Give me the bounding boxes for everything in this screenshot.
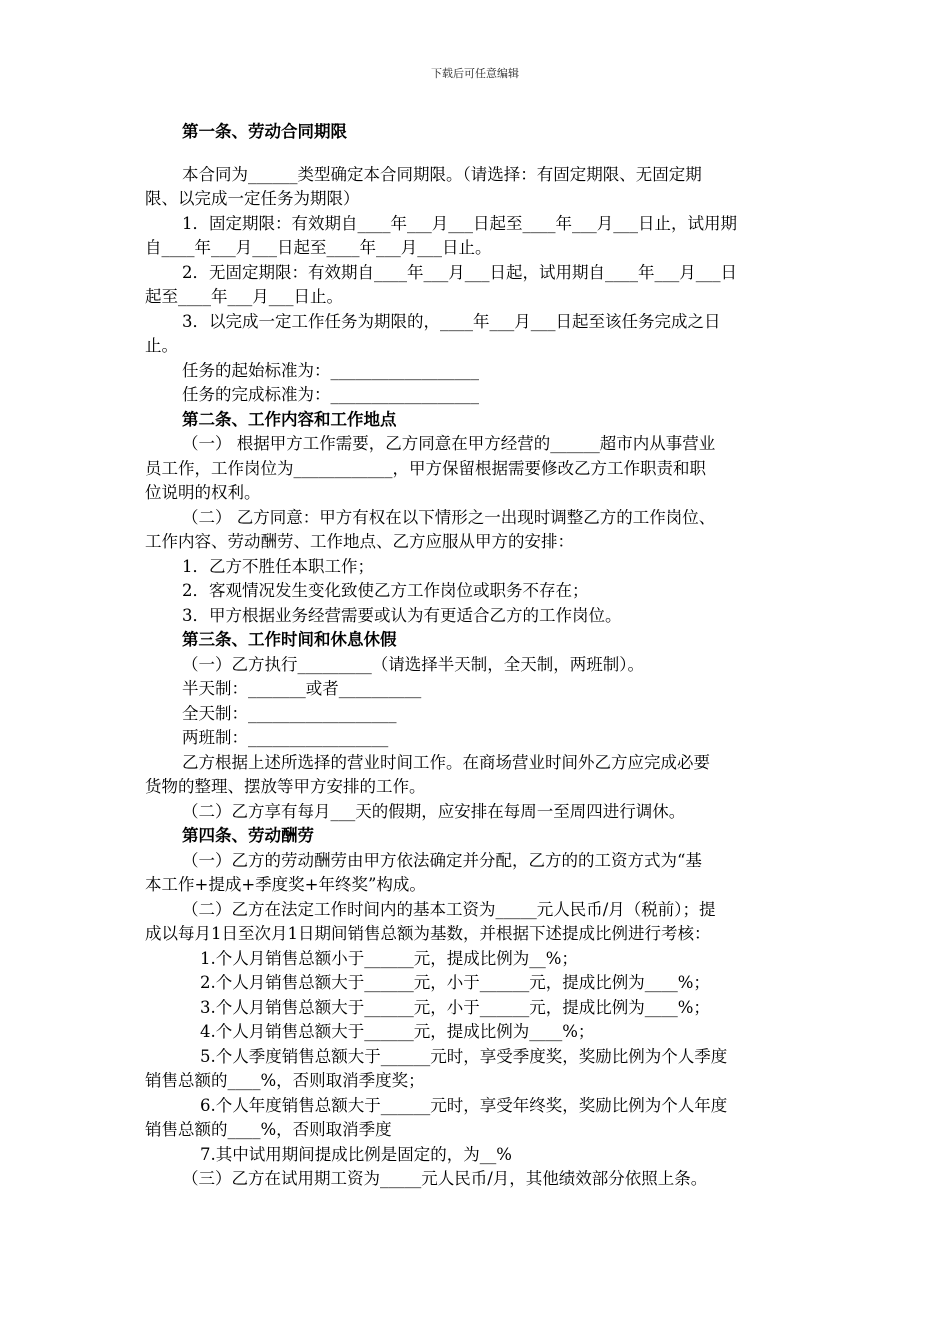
contract-body xyxy=(145,120,807,1192)
paragraph-line: 1.个人月销售总额小于______元，提成比例为__%； xyxy=(200,948,578,968)
paragraph-line: （二）乙方享有每月___天的假期，应安排在每周一至周四进行调休。 xyxy=(182,801,686,821)
paragraph-line: 全天制：__________________ xyxy=(182,703,397,723)
paragraph-line: 任务的起始标准为：__________________ xyxy=(182,360,479,380)
section-heading: 第一条、劳动合同期限 xyxy=(182,122,347,141)
paragraph-line: 3．以完成一定工作任务为期限的，____年___月___日起至该任务完成之日 xyxy=(182,311,721,331)
paragraph-line: 1．固定期限：有效期自____年___月___日起至____年___月___日止，试用期 xyxy=(182,213,737,233)
section-heading: 第四条、劳动酬劳 xyxy=(182,826,314,845)
paragraph-line: 两班制：_________________ xyxy=(182,728,389,747)
section-heading: 第三条、工作时间和休息休假 xyxy=(182,630,397,649)
paragraph-line: 4.个人月销售总额大于______元，提成比例为____%； xyxy=(200,1022,595,1041)
paragraph-line: 6.个人年度销售总额大于______元时，享受年终奖，奖励比例为个人年度 xyxy=(200,1095,728,1115)
paragraph-line: 半天制：_______或者__________ xyxy=(182,679,422,698)
paragraph-line: （三）乙方在试用期工资为_____元人民币/月，其他绩效部分依照上条。 xyxy=(182,1169,708,1188)
paragraph-line: 乙方根据上述所选择的营业时间工作。在商场营业时间外乙方应完成必要 xyxy=(182,752,710,772)
paragraph-line: 货物的整理、摆放等甲方安排的工作。 xyxy=(145,777,426,796)
paragraph-line: （一）乙方执行_________（请选择半天制，全天制，两班制）。 xyxy=(182,654,644,674)
paragraph-line: 2．客观情况发生变化致使乙方工作岗位或职务不存在； xyxy=(182,581,589,600)
paragraph-line: 限、以完成一定任务为期限） xyxy=(145,189,360,208)
paragraph-line: （二） 乙方同意：甲方有权在以下情形之一出现时调整乙方的工作岗位、 xyxy=(182,507,716,527)
paragraph-line: 销售总额的____%，否则取消季度 xyxy=(145,1120,392,1139)
paragraph-line: （一）乙方的劳动酬劳由甲方依法确定并分配，乙方的的工资方式为“基 xyxy=(182,850,702,870)
section-heading: 第二条、工作内容和工作地点 xyxy=(182,409,397,429)
paragraph-line: 止。 xyxy=(145,336,178,355)
paragraph-line: 7.其中试用期间提成比例是固定的，为__% xyxy=(200,1144,512,1164)
paragraph-line: （二）乙方在法定工作时间内的基本工资为_____元人民币/月（税前）；提 xyxy=(182,899,716,919)
paragraph-line: 起至____年___月___日止。 xyxy=(145,287,343,306)
paragraph-line: 5.个人季度销售总额大于______元时，享受季度奖，奖励比例为个人季度 xyxy=(200,1046,728,1066)
paragraph-line: 位说明的权利。 xyxy=(145,483,261,502)
paragraph-line: 2.个人月销售总额大于______元，小于______元，提成比例为____%； xyxy=(200,973,710,992)
paragraph-line: 2．无固定期限：有效期自____年___月___日起，试用期自____年___月___日 xyxy=(182,262,737,282)
paragraph-line: 自____年___月___日起至____年___月___日止。 xyxy=(145,238,492,257)
paragraph-line: 1．乙方不胜任本职工作； xyxy=(182,556,374,576)
paragraph-line: （一） 根据甲方工作需要，乙方同意在甲方经营的______超市内从事营业 xyxy=(182,434,716,453)
paragraph-line: 本合同为______类型确定本合同期限。（请选择：有固定期限、无固定期 xyxy=(182,164,702,184)
paragraph-line: 工作内容、劳动酬劳、工作地点、乙方应服从甲方的安排： xyxy=(145,532,574,551)
page-header: 下载后可任意编辑 xyxy=(431,67,519,80)
paragraph-line: 成以每月1日至次月1日期间销售总额为基数，并根据下述提成比例进行考核： xyxy=(145,924,711,943)
paragraph-line: 员工作，工作岗位为____________，甲方保留根据需要修改乙方工作职责和职 xyxy=(145,458,706,478)
paragraph-line: 3．甲方根据业务经营需要或认为有更适合乙方的工作岗位。 xyxy=(182,605,622,625)
paragraph-line: 销售总额的____%，否则取消季度奖； xyxy=(145,1071,425,1090)
paragraph-line: 本工作+提成+季度奖+年终奖”构成。 xyxy=(145,875,426,894)
paragraph-line: 任务的完成标准为：__________________ xyxy=(182,385,479,404)
paragraph-line: 3.个人月销售总额大于______元，小于______元，提成比例为____%； xyxy=(200,997,710,1017)
